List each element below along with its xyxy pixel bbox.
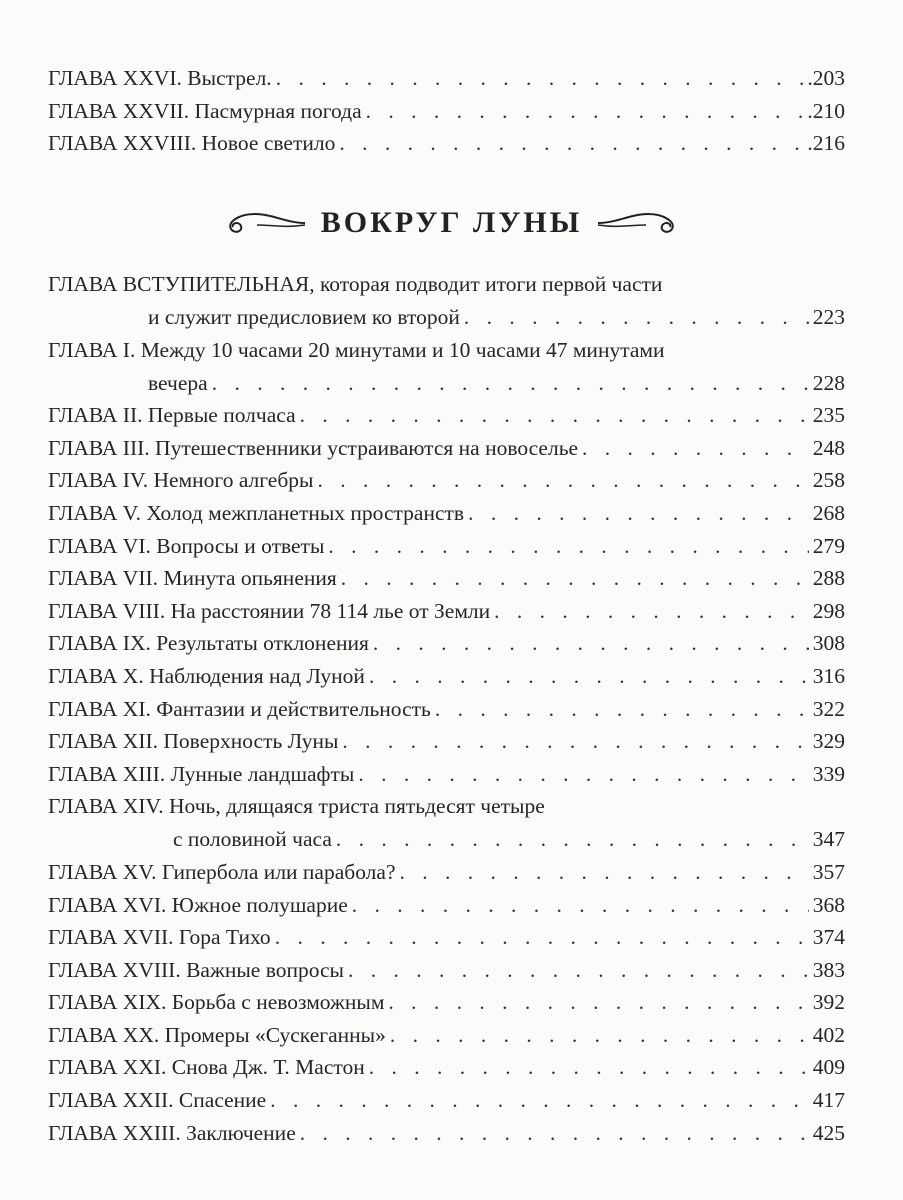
toc-entry[interactable] <box>48 95 845 128</box>
dot-leader <box>352 889 809 922</box>
page-number: 383 <box>812 957 845 982</box>
chapter-title: ГЛАВА XIX. Борьба с невозможным <box>48 990 385 1015</box>
chapter-title-continued: с половиной часа <box>173 827 332 852</box>
page-number: 316 <box>812 663 845 688</box>
chapter-title: ГЛАВА XXVII. Пасмурная погода <box>48 98 362 123</box>
previous-part-toc <box>48 62 845 160</box>
dot-leader <box>328 530 808 563</box>
toc-entry-line[interactable] <box>48 268 845 301</box>
page-number: 322 <box>812 696 845 721</box>
toc-entry[interactable] <box>48 367 845 400</box>
dot-leader <box>390 1019 809 1052</box>
chapter-title: ГЛАВА XIII. Лунные ландшафты <box>48 761 355 786</box>
chapter-title: ГЛАВА ВСТУПИТЕЛЬНАЯ, которая подводит итоги первой части <box>48 272 663 296</box>
chapter-title: ГЛАВА XX. Промеры «Сускеганны» <box>48 1022 386 1047</box>
page-number: 258 <box>812 468 845 493</box>
toc-entry[interactable] <box>48 1019 845 1052</box>
dot-leader <box>270 1084 809 1117</box>
dot-leader <box>358 758 808 791</box>
dot-leader <box>276 62 804 95</box>
chapter-title: ГЛАВА X. Наблюдения над Луной <box>48 663 365 688</box>
chapter-title: ГЛАВА XXVI. Выстрел. <box>48 66 272 90</box>
toc-entry[interactable] <box>48 921 845 954</box>
dot-leader <box>341 562 809 595</box>
toc-entry[interactable] <box>48 301 845 334</box>
toc-entry[interactable] <box>48 856 845 889</box>
chapter-title: ГЛАВА XXII. Спасение <box>48 1088 267 1113</box>
toc-entry[interactable] <box>48 399 845 432</box>
page-number: 228 <box>812 370 845 395</box>
around-the-moon-toc <box>48 268 845 1149</box>
chapter-title: ГЛАВА XVII. Гора Тихо <box>48 925 271 950</box>
toc-entry[interactable] <box>48 693 845 726</box>
dot-leader <box>336 823 809 856</box>
chapter-title: ГЛАВА VI. Вопросы и ответы <box>48 533 325 558</box>
dot-leader <box>388 986 808 1019</box>
toc-entry[interactable] <box>48 127 845 160</box>
chapter-title: ГЛАВА XII. Поверхность Луны <box>48 729 339 754</box>
page-number: 288 <box>812 566 845 591</box>
page-number: 409 <box>812 1055 845 1080</box>
toc-entry-line[interactable] <box>48 790 845 823</box>
chapter-title: ГЛАВА XXVIII. Новое светило <box>48 131 336 156</box>
page-number: .203 <box>807 66 845 90</box>
page-number: 374 <box>812 925 845 950</box>
chapter-title: ГЛАВА VIII. На расстоянии 78 114 лье от Земли <box>48 598 491 623</box>
chapter-title: ГЛАВА XIV. Ночь, длящаяся триста пятьдесят четыре <box>48 794 545 819</box>
page-number: 248 <box>812 435 845 460</box>
dot-leader <box>318 464 809 497</box>
page-number: 268 <box>812 500 845 525</box>
chapter-title: ГЛАВА XXI. Снова Дж. Т. Мастон <box>48 1055 365 1080</box>
section-heading <box>0 206 903 240</box>
page-number: 308 <box>812 631 845 656</box>
page-number: .216 <box>807 131 845 156</box>
chapter-title: ГЛАВА XVI. Южное полушарие <box>48 892 348 917</box>
dot-leader <box>369 1051 809 1084</box>
left-flourish-icon <box>217 208 307 238</box>
dot-leader <box>339 127 803 160</box>
page-number: 392 <box>812 990 845 1015</box>
toc-entry[interactable] <box>48 62 845 95</box>
page-number: 298 <box>812 598 845 623</box>
section-title: ВОКРУГ ЛУНЫ <box>320 206 583 239</box>
chapter-title: ГЛАВА XXIII. Заключение <box>48 1120 296 1145</box>
toc-entry[interactable] <box>48 823 845 856</box>
chapter-title: ГЛАВА IV. Немного алгебры <box>48 468 314 493</box>
right-flourish-icon <box>596 208 686 238</box>
dot-leader <box>400 856 809 889</box>
chapter-title: ГЛАВА VII. Минута опьянения <box>48 566 337 591</box>
toc-entry[interactable] <box>48 889 845 922</box>
chapter-title: ГЛАВА XI. Фантазии и действительность <box>48 696 431 721</box>
dot-leader <box>373 627 809 660</box>
toc-entry[interactable] <box>48 595 845 628</box>
toc-entry[interactable] <box>48 530 845 563</box>
page-number: 347 <box>812 827 845 852</box>
toc-entry[interactable] <box>48 954 845 987</box>
dot-leader <box>494 595 809 628</box>
chapter-title: ГЛАВА IX. Результаты отклонения <box>48 631 369 656</box>
toc-entry[interactable] <box>48 725 845 758</box>
chapter-title: ГЛАВА XVIII. Важные вопросы <box>48 957 344 982</box>
dot-leader <box>212 367 809 400</box>
chapter-title: ГЛАВА III. Путешественники устраиваются на новоселье <box>48 435 579 460</box>
dot-leader <box>342 725 808 758</box>
toc-entry[interactable] <box>48 1084 845 1117</box>
toc-entry[interactable] <box>48 986 845 1019</box>
page-number: 417 <box>812 1088 845 1113</box>
page-number: 329 <box>812 729 845 754</box>
toc-entry-line[interactable] <box>48 334 845 367</box>
page-number: 402 <box>812 1022 845 1047</box>
chapter-title: ГЛАВА II. Первые полчаса <box>48 403 296 428</box>
page-number: 357 <box>812 859 845 884</box>
page-number: .210 <box>807 98 845 123</box>
toc-entry[interactable] <box>48 432 845 465</box>
chapter-title: ГЛАВА XV. Гипербола или парабола? <box>48 859 396 884</box>
dot-leader <box>300 399 809 432</box>
dot-leader <box>348 954 809 987</box>
dot-leader <box>464 301 809 334</box>
chapter-title: ГЛАВА I. Между 10 часами 20 минутами и 10 часами 47 минутами <box>48 337 665 362</box>
chapter-title-continued: вечера <box>148 370 208 395</box>
toc-entry[interactable] <box>48 562 845 595</box>
dot-leader <box>275 921 809 954</box>
toc-entry[interactable] <box>48 660 845 693</box>
toc-entry[interactable] <box>48 464 845 497</box>
chapter-title-continued: и служит предисловием ко второй <box>148 305 460 329</box>
page-number: 425 <box>812 1120 845 1145</box>
page-number: 223 <box>812 305 845 329</box>
dot-leader <box>366 95 804 128</box>
page-number: 235 <box>812 403 845 428</box>
toc-entry[interactable] <box>48 1051 845 1084</box>
page-number: 339 <box>812 761 845 786</box>
dot-leader <box>369 660 809 693</box>
chapter-title: ГЛАВА V. Холод межпланетных пространств <box>48 500 465 525</box>
toc-entry[interactable] <box>48 1117 845 1150</box>
dot-leader <box>582 432 809 465</box>
toc-entry[interactable] <box>48 497 845 530</box>
dot-leader <box>468 497 809 530</box>
toc-entry[interactable] <box>48 627 845 660</box>
page-number: 279 <box>812 533 845 558</box>
toc-entry[interactable] <box>48 758 845 791</box>
dot-leader <box>435 693 809 726</box>
page-number: 368 <box>812 892 845 917</box>
dot-leader <box>300 1117 809 1150</box>
